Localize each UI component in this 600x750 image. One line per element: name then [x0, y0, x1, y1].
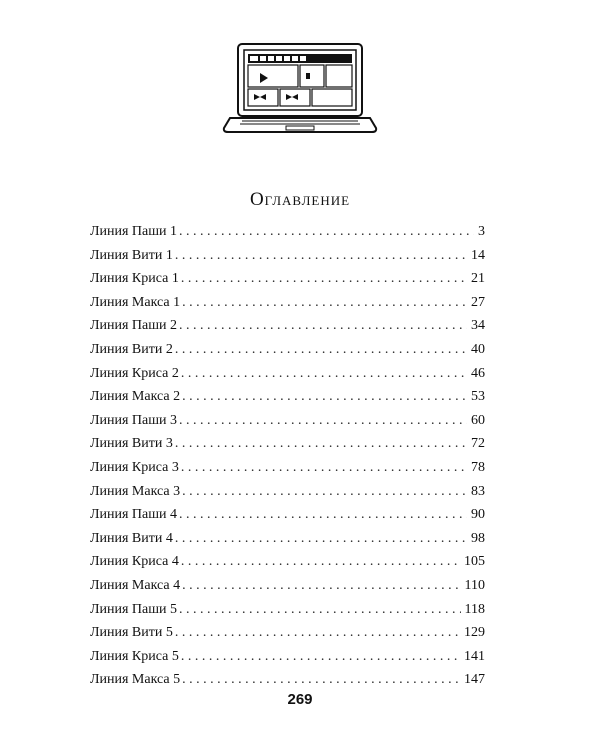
toc-entry-page: 40	[471, 341, 485, 357]
dot-leader	[182, 668, 460, 692]
dot-leader	[175, 432, 467, 456]
toc-entry	[90, 314, 485, 338]
toc-entry-label: Линия Криса 2	[90, 365, 179, 381]
toc-entry	[90, 362, 485, 386]
toc-entry	[90, 621, 485, 645]
toc-entry-page: 53	[471, 389, 485, 405]
toc-entry	[90, 385, 485, 409]
dot-leader	[175, 244, 467, 268]
toc-entry-label: Линия Макса 2	[90, 389, 181, 405]
toc-entry	[90, 550, 485, 574]
toc-entry	[90, 668, 485, 692]
toc-entry-page: 83	[471, 483, 485, 499]
dot-leader	[181, 456, 467, 480]
toc-entry	[90, 480, 485, 504]
toc-entry-page: 3	[478, 224, 485, 239]
toc-entry	[90, 291, 485, 315]
dot-leader	[181, 267, 467, 291]
toc-entry-label: Линия Макса 1	[90, 294, 181, 310]
toc-entry	[90, 338, 485, 362]
toc-entry-page: 14	[471, 247, 485, 263]
toc-entry-page: 90	[471, 507, 485, 523]
toc-entry	[90, 574, 485, 598]
table-of-contents	[90, 220, 485, 692]
toc-entry-page: 27	[471, 294, 485, 310]
page-number: 269	[287, 691, 313, 708]
toc-entry-label: Линия Криса 5	[90, 648, 179, 664]
toc-entry	[90, 220, 485, 244]
toc-entry-label: Линия Вити 3	[90, 436, 173, 452]
dot-leader	[179, 314, 467, 338]
toc-entry-page: 21	[471, 271, 485, 287]
laptop-icon	[220, 40, 380, 135]
toc-entry-page: 98	[471, 530, 485, 546]
toc-entry-page: 78	[471, 459, 485, 475]
dot-leader	[175, 527, 467, 551]
dot-leader	[181, 362, 467, 386]
dot-leader	[179, 220, 474, 244]
toc-entry-page: 110	[464, 577, 485, 593]
dot-leader	[182, 385, 467, 409]
dot-leader	[182, 574, 460, 598]
toc-entry	[90, 503, 485, 527]
toc-entry-label: Линия Паши 1	[90, 224, 178, 239]
toc-entry	[90, 456, 485, 480]
dot-leader	[179, 598, 461, 622]
toc-entry-label: Линия Паши 4	[90, 507, 178, 523]
toc-entry	[90, 244, 485, 268]
toc-entry-label: Линия Паши 5	[90, 601, 178, 617]
page-title: Оглавление	[249, 189, 351, 210]
toc-entry-label: Линия Вити 5	[90, 625, 173, 641]
toc-entry	[90, 432, 485, 456]
toc-entry-page: 105	[464, 554, 485, 570]
toc-entry	[90, 527, 485, 551]
toc-entry	[90, 267, 485, 291]
toc-entry	[90, 409, 485, 433]
toc-entry	[90, 645, 485, 669]
toc-entry	[90, 598, 485, 622]
dot-leader	[181, 645, 460, 669]
dot-leader	[179, 409, 467, 433]
dot-leader	[182, 480, 467, 504]
toc-entry-label: Линия Макса 4	[90, 577, 181, 593]
dot-leader	[181, 550, 460, 574]
dot-leader	[175, 621, 460, 645]
toc-entry-page: 118	[464, 601, 485, 617]
toc-entry-page: 147	[464, 672, 485, 688]
toc-entry-label: Линия Криса 3	[90, 459, 179, 475]
toc-entry-page: 34	[471, 318, 485, 334]
toc-entry-label: Линия Вити 2	[90, 341, 173, 357]
dot-leader	[182, 291, 467, 315]
toc-entry-page: 60	[471, 412, 485, 428]
toc-entry-label: Линия Криса 1	[90, 271, 179, 287]
toc-entry-label: Линия Криса 4	[90, 554, 179, 570]
toc-entry-label: Линия Паши 2	[90, 318, 178, 334]
toc-entry-label: Линия Макса 5	[90, 672, 181, 688]
toc-entry-page: 72	[471, 436, 485, 452]
toc-entry-label: Линия Макса 3	[90, 483, 181, 499]
toc-entry-page: 141	[464, 648, 485, 664]
toc-entry-label: Линия Паши 3	[90, 412, 178, 428]
toc-entry-label: Линия Вити 1	[90, 247, 173, 263]
dot-leader	[175, 338, 467, 362]
toc-entry-page: 46	[471, 365, 485, 381]
dot-leader	[179, 503, 467, 527]
toc-entry-page: 129	[464, 625, 485, 641]
toc-entry-label: Линия Вити 4	[90, 530, 173, 546]
